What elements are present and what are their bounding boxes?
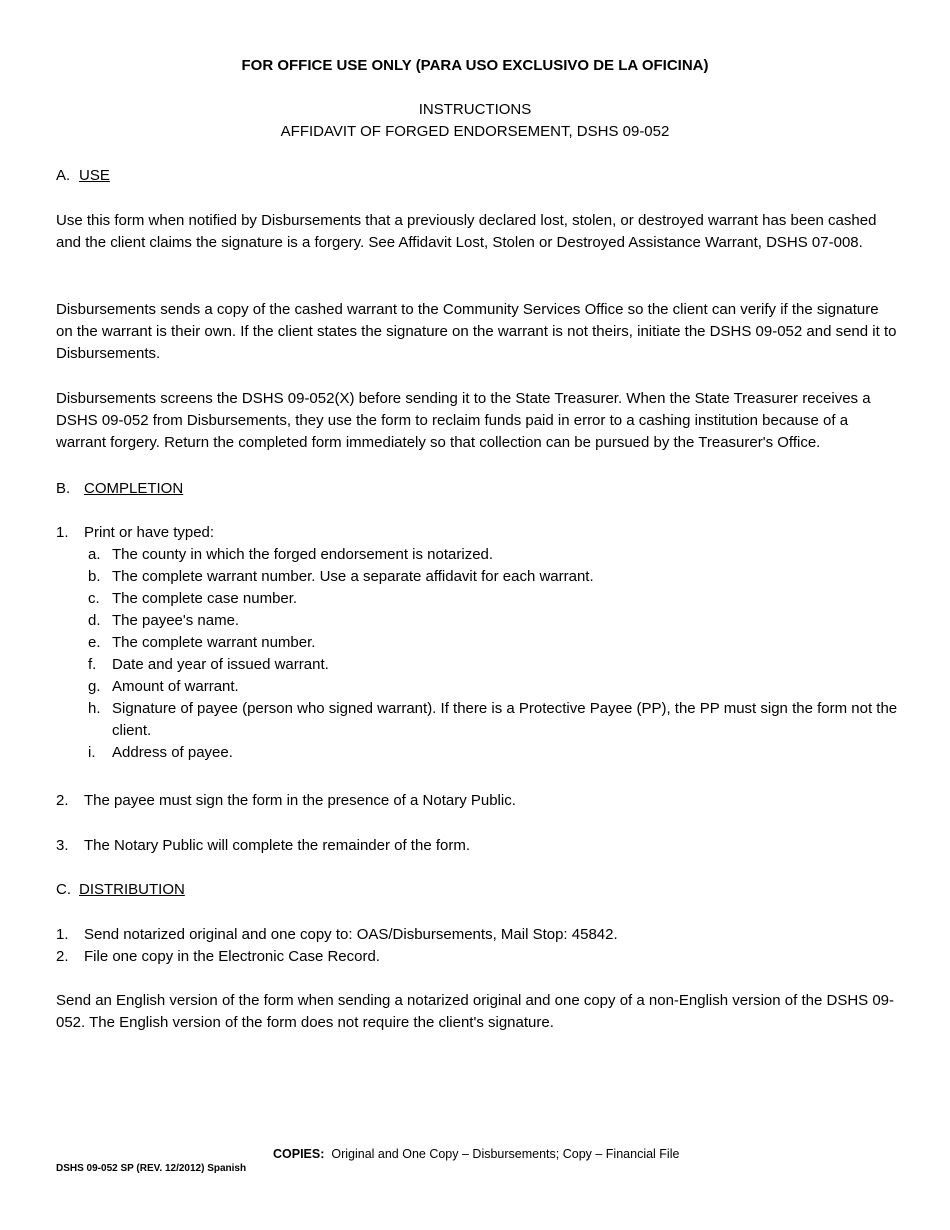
- list-number: 1.: [56, 926, 69, 943]
- list-item: [88, 698, 898, 742]
- instructions-title: INSTRUCTIONS: [418, 101, 532, 118]
- section-a-letter: A.: [56, 167, 71, 184]
- section-b-letter: B.: [56, 480, 71, 497]
- completion-item-3: [56, 835, 898, 857]
- list-item: [88, 632, 898, 654]
- list-text: File one copy in the Electronic Case Record.: [84, 948, 380, 965]
- list-letter: g.: [88, 678, 101, 695]
- list-number: 2.: [56, 792, 69, 809]
- section-a-title: USE: [79, 167, 110, 184]
- list-letter: d.: [88, 612, 101, 629]
- list-text: The complete warrant number.: [112, 634, 316, 651]
- list-text: The Notary Public will complete the remainder of the form.: [84, 837, 470, 854]
- list-item: [88, 588, 898, 610]
- list-letter: i.: [88, 744, 96, 761]
- form-identifier: DSHS 09-052 SP (REV. 12/2012) Spanish: [56, 1163, 247, 1174]
- section-a-heading: [56, 165, 110, 187]
- section-c-title: DISTRIBUTION: [79, 881, 185, 898]
- copies-label: COPIES:: [273, 1147, 325, 1161]
- list-number: 2.: [56, 948, 69, 965]
- distribution-item-1: [56, 924, 898, 946]
- list-number: 3.: [56, 837, 69, 854]
- list-text: The county in which the forged endorsement is notarized.: [112, 546, 494, 563]
- section-a-paragraph-3: Disbursements screens the DSHS 09-052(X) before sending it to the State Treasurer. When the State Treasurer receives a DSHS 09-052 from Disbursements, they use the form to reclaim funds paid in error to a cashing institution because of a warrant forgery. Return the completed form immediately so that collection can be pursued by the Treasurer's Office.: [56, 390, 871, 451]
- copies-note: [273, 1143, 679, 1165]
- section-a-paragraph-1: Use this form when notified by Disbursements that a previously declared lost, stolen, or destroyed warrant has been cashed and the client claims the signature is a forgery. See Affidavit Lost, Stolen or Destroyed Assistance Warrant, DSHS 07-008.: [56, 212, 877, 251]
- list-item: [88, 566, 898, 588]
- list-item: [88, 654, 898, 676]
- list-text: The payee must sign the form in the presence of a Notary Public.: [84, 792, 516, 809]
- list-item: [88, 742, 898, 764]
- office-use-banner: FOR OFFICE USE ONLY (PARA USO EXCLUSIVO DE LA OFICINA): [241, 57, 709, 74]
- list-text: Signature of payee (person who signed warrant). If there is a Protective Payee (PP), the PP must sign the form not the client.: [112, 700, 898, 739]
- list-text: Date and year of issued warrant.: [112, 656, 329, 673]
- list-item: [88, 544, 898, 566]
- section-c-letter: C.: [56, 881, 71, 898]
- list-item: [88, 610, 898, 632]
- list-text: Address of payee.: [112, 744, 233, 761]
- list-item: [88, 676, 898, 698]
- list-text: The payee's name.: [112, 612, 240, 629]
- section-a-paragraph-2: Disbursements sends a copy of the cashed warrant to the Community Services Office so the client can verify if the signature on the warrant is their own. If the client states the signature on the warrant is not theirs, initiate the DSHS 09-052 and send it to Disbursements.: [56, 301, 897, 362]
- section-b-title: COMPLETION: [84, 480, 184, 497]
- completion-subitems: [88, 544, 898, 764]
- completion-item-2: [56, 790, 898, 812]
- list-letter: b.: [88, 568, 101, 585]
- list-text: The complete warrant number. Use a separate affidavit for each warrant.: [112, 568, 594, 585]
- list-letter: a.: [88, 546, 101, 563]
- form-subtitle: AFFIDAVIT OF FORGED ENDORSEMENT, DSHS 09-052: [280, 123, 670, 140]
- completion-item-1: [56, 522, 898, 544]
- list-text: The complete case number.: [112, 590, 298, 607]
- list-letter: f.: [88, 656, 97, 673]
- list-letter: e.: [88, 634, 101, 651]
- section-b-heading: [56, 478, 183, 500]
- distribution-item-2: [56, 946, 898, 968]
- copies-text: Original and One Copy – Disbursements; Copy – Financial File: [331, 1147, 680, 1161]
- list-text: Amount of warrant.: [112, 678, 239, 695]
- list-letter: h.: [88, 700, 101, 717]
- list-number: 1.: [56, 524, 69, 541]
- distribution-paragraph: Send an English version of the form when sending a notarized original and one copy of a non-English version of the DSHS 09-052. The English version of the form does not require the client's signature.: [56, 992, 895, 1031]
- list-text: Print or have typed:: [84, 524, 215, 541]
- list-letter: c.: [88, 590, 100, 607]
- list-text: Send notarized original and one copy to: OAS/Disbursements, Mail Stop: 45842.: [84, 926, 618, 943]
- section-c-heading: [56, 879, 185, 901]
